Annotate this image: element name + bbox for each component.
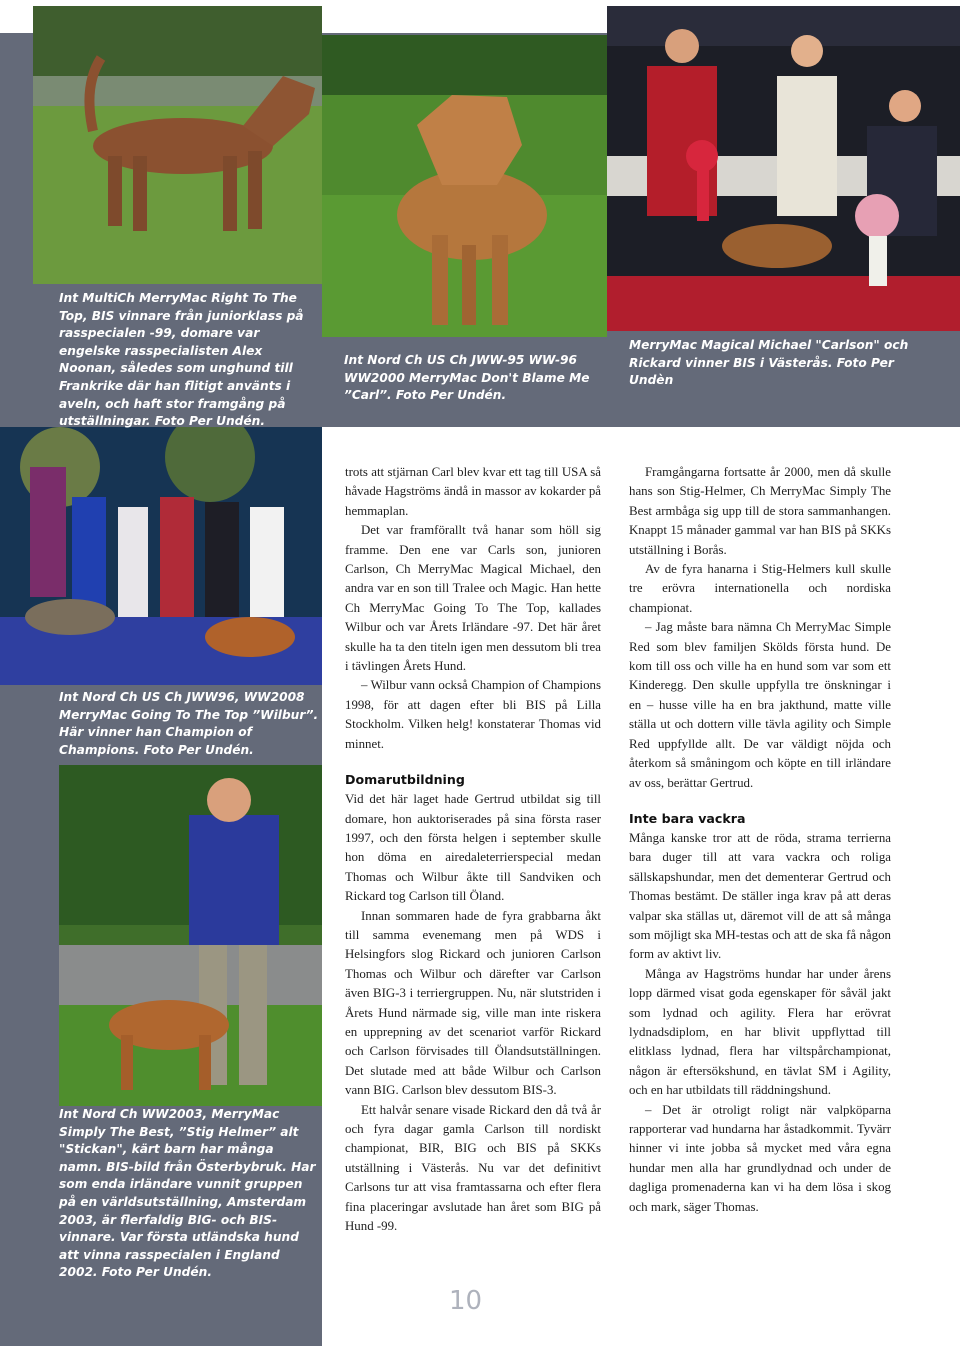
caption-stig-helmer: Int Nord Ch WW2003, MerryMac Simply The Best, ”Stig Helmer” alt "Stickan", kärt barn har många namn. BIS-bild från Österbybruk. Har som enda irländare vunnit gruppen på en världsutställning, Amsterdam 2003, är flerfaldig BIG- och BIS-vinnare. Var första utländska hund att vinna rasspecialen i England 2002. Foto Per Undén.	[59, 1107, 316, 1280]
column1-paragraph-2: Det var framförallt två hanar som höll sig framme. Den ene var Carls son, junioren Carlson, Ch MerryMac Magical Michael, den andra var en son till Tralee och Magic. Han hette Ch MerryMac Going To The Top, kallades Wilbur och var Årets Irländare -97. Det här året skulle ha ta den titeln igen men dessutom bli trea i tävlingen Årets Hund.	[345, 523, 601, 674]
column1-paragraph-3: – Wilbur vann också Champion of Champions 1998, för att dagen efter bli BIS på Lilla Stockholm. Vilken helg! konstaterar Thomas vid minnet.	[345, 678, 601, 751]
column1-paragraph-4: Vid det här laget hade Gertrud utbildat sig till domare, hon auktoriserades på sina första raser 1997, och den första helgen i september skulle hon döma en airedaleterrierspecial medan Thomas och Wilbur åkte till Sandviken och Rickard tog Carlson till Öland.	[345, 792, 601, 904]
photo-wilbur-champions	[0, 427, 322, 685]
heading-domarutbildning: Domarutbildning	[345, 772, 465, 788]
page-number: 10	[449, 1286, 483, 1316]
photo-stig-helmer-bis	[59, 765, 322, 1106]
column1-paragraph-1: trots att stjärnan Carl blev kvar ett tag till USA så håvade Hagströms ändå in massor av kokarder på hemmaplan.	[345, 465, 601, 518]
heading-inte-bara-vackra: Inte bara vackra	[629, 810, 746, 826]
column2-paragraph-2: Av de fyra hanarna i Stig-Helmers kull skulle tre erövra internationella och nordiska championat.	[629, 562, 891, 615]
caption-wilbur-champions: Int Nord Ch US Ch JWW96, WW2008 MerryMac Going To The Top ”Wilbur”. Här vinner han Champion of Champions. Foto Per Undén.	[59, 690, 319, 757]
article-column-1	[345, 463, 601, 1236]
column1-paragraph-5: Innan sommaren hade de fyra grabbarna åkt till samma evenemang men på WDS i Helsingfors slog Rickard och junioren Carlson Thomas och Wilbur och därefter var Carlson även BIG-3 i terriergruppen. Nu, när slutstriden i Årets Hund närmade sig, ville man inte riskera en upprepning av det scenariot varför Rickard och Carlson förvisades till Ölandsutställningen. Det slutade med att både Wilbur och Carlson vann BIG. Carlson blev dessutom BIS-3.	[345, 908, 601, 1098]
column2-paragraph-1: Framgångarna fortsatte år 2000, men då skulle hans son Stig-Helmer, Ch MerryMac Simply The Best armbåga sig upp till de stora sammanhangen. Knappt 15 månader gammal var han BIS på SKKs utställning i Borås.	[629, 465, 891, 557]
photo-right-to-the-top	[33, 6, 322, 284]
caption-right-to-the-top: Int MultiCh MerryMac Right To The Top, BIS vinnare från juniorklass på rasspecialen -99, domare var engelske rasspecialisten Alex Noonan, således som unghund till Frankrike där han flitigt använts i aveln, och haft stor framgång på utställningar. Foto Per Undén.	[59, 291, 304, 429]
column2-paragraph-3: – Jag måste bara nämna Ch MerryMac Simple Red som blev familjen Skölds första hund. De kom till oss och ville ha en hund som var som ett Kinderegg. Den skulle uppfylla tre önskningar i en – husse ville ha en bra jakthund, matte ville ställa ut och dottern ville tävla agility och Simple Red uppfyllde allt. De var väldigt nöjda och återkom så småningom och köpte en till irländare av oss, berättar Gertrud.	[629, 620, 891, 790]
photo-carlson-bis	[607, 6, 960, 331]
column2-paragraph-4: Många kanske tror att de röda, strama terrierna bara duger till att vara vackra och roliga sällskapshundar, men det dementerar Gertrud och Thomas bestämt. De ställer inga krav på att deras valpar ska ställas ut, däremot vill de att så många som möjligt ska MH-testas och att de ska få någon form av aktivt liv.	[629, 830, 891, 962]
caption-carlson-bis: MerryMac Magical Michael "Carlson" och Rickard vinner BIS i Västerås. Foto Per Undèn	[629, 338, 909, 388]
caption-carl: Int Nord Ch US Ch JWW-95 WW-96 WW2000 MerryMac Don't Blame Me ”Carl”. Foto Per Undén.	[344, 353, 590, 403]
article-column-2	[629, 463, 891, 1217]
column1-paragraph-6: Ett halvår senare visade Rickard den då två år och fyra dagar gamla Carlson till nordiskt championat, BIR, BIG och BIS på SKKs utställning i Västerås. Nu var det definitivt Carlsons tur att visa framtassarna och efter flera fina placeringar avslutade han året som BIG på Hund -99.	[345, 1102, 601, 1234]
column2-paragraph-5: Många av Hagströms hundar har under årens lopp därmed visat goda egenskaper för såväl jakt som lydnad och agility. Flera har erövrat lydnadsdiplom, en har blivit uppflyttad till elitklass lydnad, flera har viltspårchampionat, någon är eftersökshund, en tävlat SM i Agility, och en har utbildats till räddningshund.	[629, 966, 891, 1098]
column2-paragraph-6: – Det är otroligt roligt när valpköparna rapporterar vad hundarna har åstadkommit. Tyvärr hinner vi inte jobba så mycket med våra egna hundar men alla har grundlydnad och under de dagliga promenaderna kan vi ha dem lösa i skog och mark, säger Thomas.	[629, 1102, 891, 1214]
photo-carl	[322, 35, 607, 337]
